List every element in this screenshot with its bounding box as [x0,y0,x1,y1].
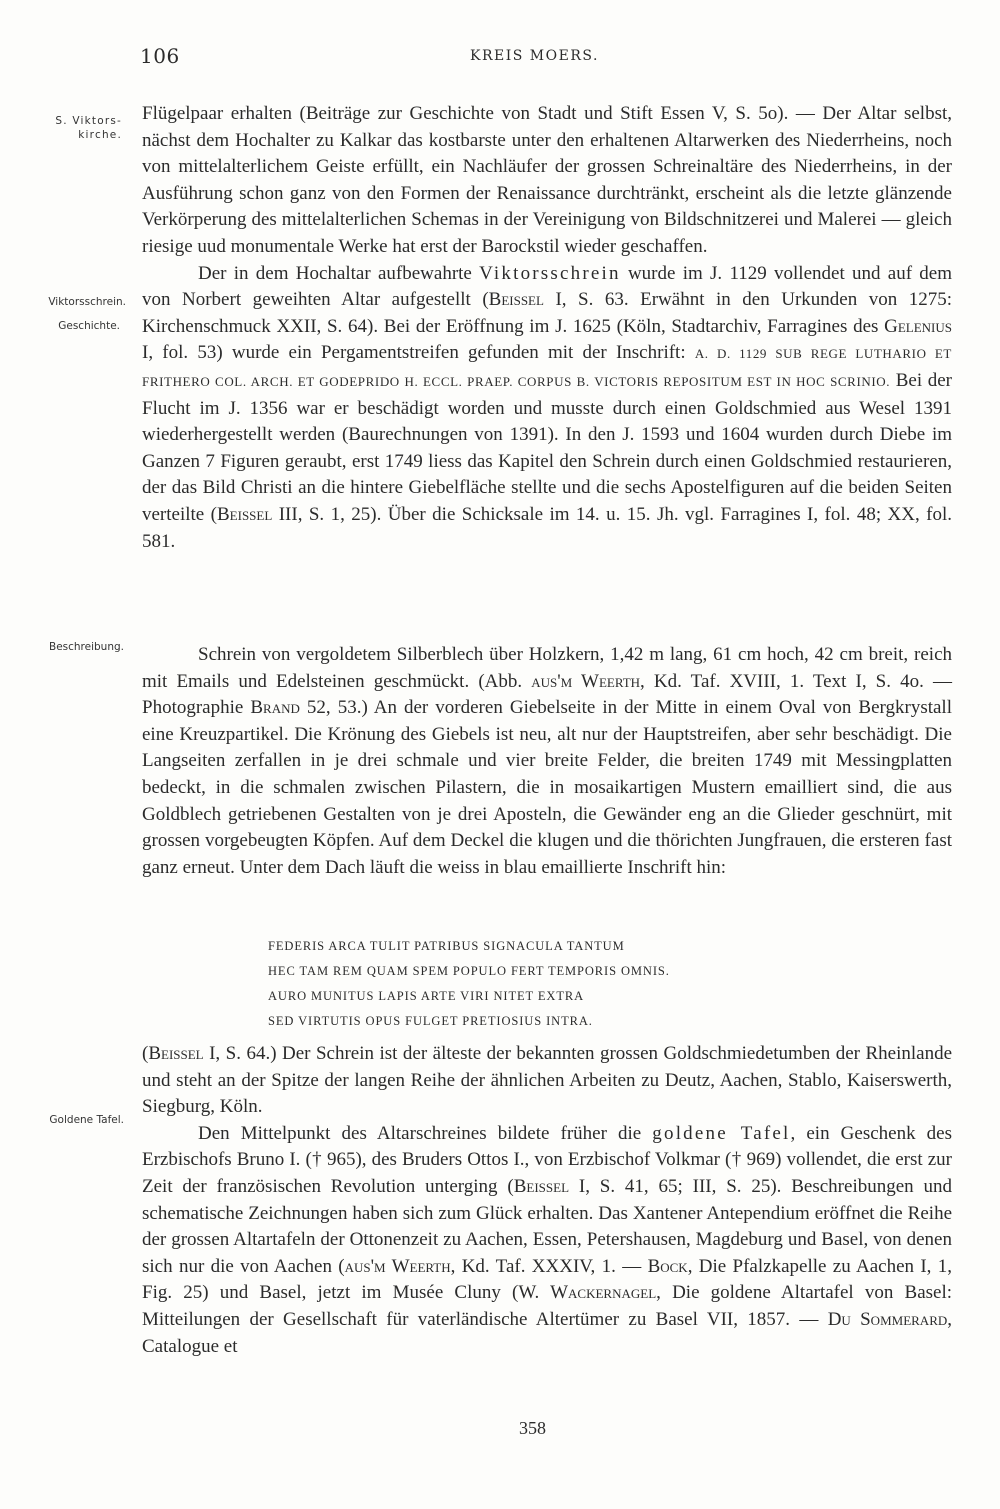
verse-line: SED VIRTUTIS OPUS FULGET PRETIOSIUS INTRA. [268,1014,593,1028]
margin-note-viktorsschrein: Viktorsschrein. [48,296,126,308]
text-block-beschreibung [142,642,952,881]
text-block-lower [142,1041,952,1360]
verse-line: AURO MUNITUS LAPIS ARTE VIRI NITET EXTRA [268,989,585,1003]
author-name: Bock [647,1255,688,1277]
margin-note-beschreibung: Beschreibung. [48,641,124,653]
margin-note-viktors-kirche: S. Viktors- kirche. [55,115,122,141]
text-run: , Catalogue et [142,1308,952,1357]
text-run: Bei der Flucht im J. 1356 war er beschädigt worden und musste durch einen Goldschmied aus Wesel 1391 wiederhergestellt werden (Baurechnungen von 1391). In den J. 1593 und 1604 wurden durch Diebe im Ganzen 7 Figuren geraubt, erst 1749 liess das Kapitel den Schrein durch einen Goldschmied restaurieren, der das Bild Christi an die hintere Giebelfläche stellte und die sechs Apostelfiguren auf die beiden Seiten verteilte ( [142,369,952,525]
text-run: , Kd. Taf. XVIII, 1. Text I, S. 4o. — Photographie [142,670,952,719]
text-run: , Die Pfalzkapelle zu Aachen I, 1, Fig. 25) und Basel, jetzt im Musée Cluny ( [142,1255,952,1304]
text-run: , ein Geschenk des Erzbischofs Bruno I. († 965), des Bruders Ottos I., von Erzbischof Volkmar († 969) vollendet, die erst zur Zeit der französischen Revolution unterging ( [142,1122,952,1197]
text-block-upper [142,101,952,555]
paragraph-beschreibung [142,642,952,881]
author-name: aus'm Weerth [531,670,641,692]
verse-inscription [268,934,670,1034]
author-name: Beissel [488,289,544,311]
text-run: 52, 53.) An der vorderen Giebelseite in der Mitte in einem Oval von Bergkrystall eine Kreuzpartikel. Die Krönung des Giebels ist neu, alt nur der Hauptstreifen, aber sehr beschädigt. Die Langseiten zerfallen in je drei schmale und vier breite Felder, die breiten 1749 mit Messingplatten bedeckt, in die schmalen zwischen Pilastern, die in mosaikartigen Mustern emailliert sind, die aus Goldblech getriebenen Gestalten von je drei Aposteln, die Gewänder eng an die Glieder geschnürt, mit grossen vorgebeugten Köpfen. Auf dem Deckel die klugen und die thörichten Jungfrauen, die ersteren fast ganz erneut. Unter dem Dach läuft die weiss in blau emaillierte Inschrift hin: [142,697,952,878]
text-run: I, S. 41, 65; III, S. 25). Beschreibungen und schematische Zeichnungen haben sich zum Glück erhalten. Das Xantener Antependium eröffnet die Reihe der grossen Altartafeln der Ottonenzeit zu Aachen, Essen, Petershausen, Magdeburg und Basel, von denen sich nur die von Aachen ( [142,1175,952,1277]
text-run: Der in dem Hochaltar aufbewahrte [198,262,480,284]
text-run: wurde im J. 1129 vollendet und auf dem von Norbert geweihten Altar aufgestellt ( [142,262,953,311]
verse-line: HEC TAM REM QUAM SPEM POPULO FERT TEMPORIS OMNIS. [268,964,670,978]
author-name: Beissel [513,1175,570,1197]
paragraph-goldene-tafel [142,1121,952,1360]
text-run: Schrein von vergoldetem Silberblech über Holzkern, 1,42 m lang, 61 cm hoch, 42 cm breit, reich mit Emails und Edelsteinen geschmückt. (Abb. [142,644,952,692]
text-run: Den Mittelpunkt des Altarschreines bildete früher die [198,1122,653,1144]
paragraph-schrein-vergleich [142,1041,952,1121]
author-name: Brand [250,697,300,719]
text-run: I, S. 64.) Der Schrein ist der älteste der bekannten grossen Goldschmiedetumben der Rheinlande und steht an der Spitze der langen Reihe der ähnlichen Arbeiten zu Deutz, Aachen, Stablo, Kaiserswerth, Siegburg, Köln. [142,1043,952,1118]
author-name: W. Wackernagel [518,1282,657,1304]
text-run: I, S. 63. Erwähnt in den Urkunden von 1275: Kirchenschmuck XXII, S. 64). Bei der Eröffnung im J. 1625 (Köln, Stadtarchiv, Farragines des [142,289,952,337]
running-title: KREIS MOERS. [470,48,599,64]
margin-note-geschichte: Geschichte. [58,320,120,332]
author-name: Beissel [217,503,273,525]
page-number: 106 [140,44,180,68]
text-run: ( [142,1043,149,1064]
spaced-term: Viktorsschrein [479,262,621,284]
text-run: , Die goldene Altartafel von Basel: Mitteilungen der Gesellschaft für vaterländische Altertümer zu Basel VII, 1857. — [142,1282,953,1330]
author-name: Beissel [148,1043,204,1064]
spaced-term: goldene Tafel [652,1122,791,1144]
verse-line: FEDERIS ARCA TULIT PATRIBUS SIGNACULA TANTUM [268,939,625,953]
text-run: I, fol. 53) wurde ein Pergamentstreifen gefunden mit der Inschrift: [142,342,695,364]
sheet-number: 358 [519,1418,546,1438]
author-name: Gelenius [884,315,952,337]
inscription-text: A. D. 1129 SUB REGE LUTHARIO ET FRITHERO COL. ARCH. ET GODEPRIDO H. ECCL. PRAEP. CORPUS B. VICTORIS REPOSITUM EST IN HOC SCRINIO. [142,346,952,389]
text-run: III, S. 1, 25). Über die Schicksale im 14. u. 15. Jh. vgl. Farragines I, fol. 48; XX, fol. 581. [142,503,952,552]
author-name: Du Sommerard [827,1308,948,1330]
paragraph-altar: Flügelpaar erhalten (Beiträge zur Geschichte von Stadt und Stift Essen V, S. 5o). — Der Altar selbst, nächst dem Hochalter zu Kalkar das kostbarste unter den erhaltenen Altarwerken des Niederrheins, noch von mittelalterlichem Geiste erfüllt, ein Nachläufer der grossen Schreinaltäre des Niederrheins, in der Ausführung schon ganz von den Formen der Renaissance durchtränkt, erscheint als die letzte glänzende Verkörperung des mittelalterlichen Schemas in der Vereinigung von Bildschnitzerei und Malerei — gleich riesige uud monumentale Werke hat erst der Barockstil wieder geschaffen. [142,103,952,257]
author-name: aus'm Weerth [344,1255,451,1277]
text-run: , Kd. Taf. XXXIV, 1. — [450,1255,648,1277]
margin-note-goldene-tafel: Goldene Tafel. [49,1114,124,1126]
paragraph-viktorsschrein-geschichte [142,261,952,556]
